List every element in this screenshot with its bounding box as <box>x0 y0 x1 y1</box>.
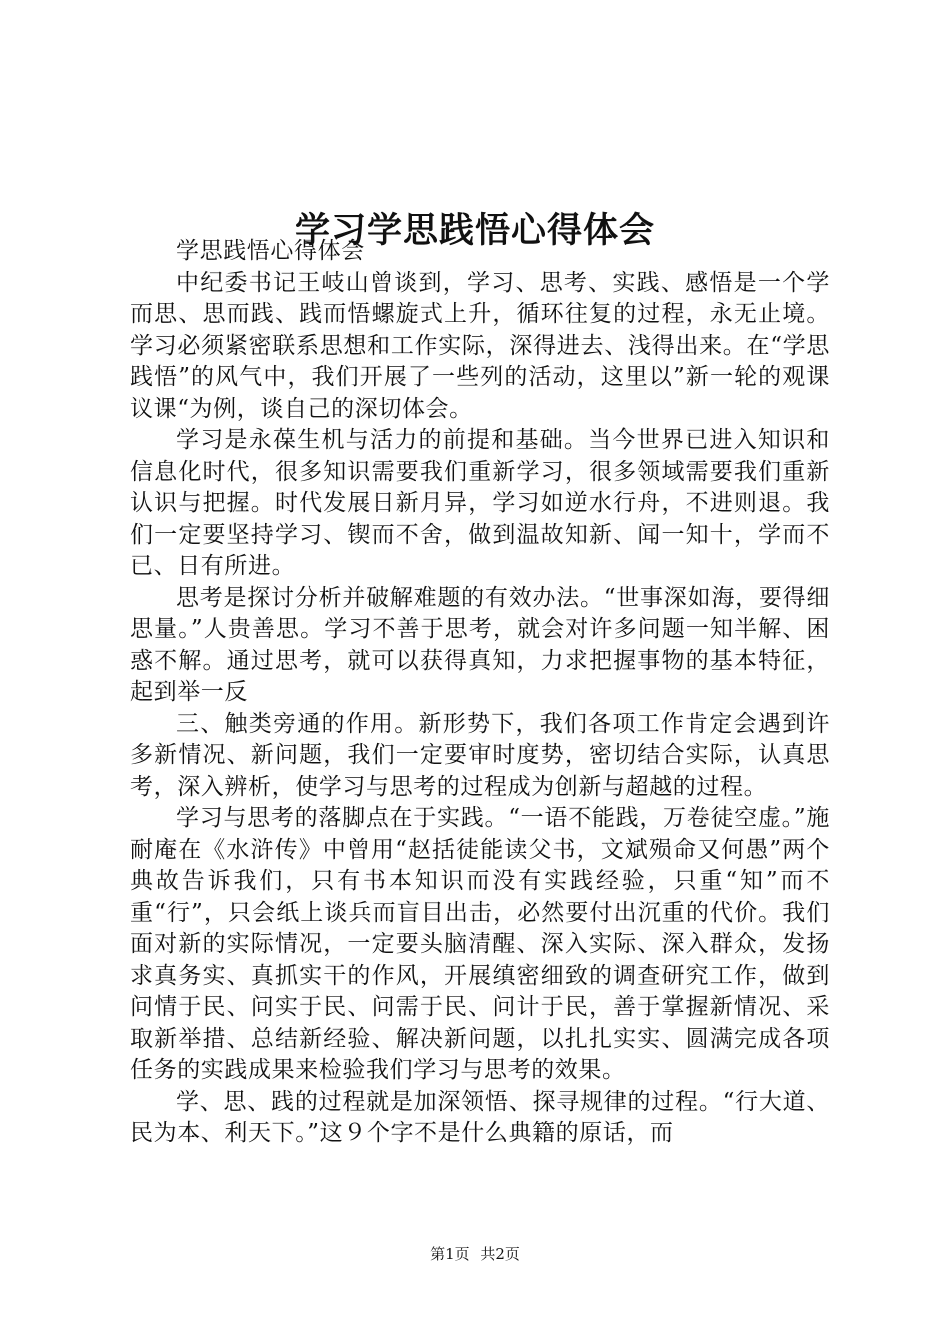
document-title: 学习学思践悟心得体会 <box>294 210 655 252</box>
paragraph: 学习与思考的落脚点在于实践。“一语不能践，万卷徒空虚。”施耐庵在《水浒传》中曾用“赵括徒能读父书，文斌殒命又何愚”两个典故告诉我们，只有书本知识而没有实践经验，只重“知”而不重“行”，只会纸上谈兵而盲目出击，必然要付出沉重的代价。我们面对新的实际情况，一定要头脑清醒、深入实际、深入群众，发扬求真务实、真抓实干的作风，开展缜密细致的调查研究工作，做到问情于民、问实于民、问需于民、问计于民，善于掌握新情况、采取新举措、总结新经验、解决新问题，以扎扎实实、圆满完成各项任务的实践成果来检验我们学习与思考的效果。 <box>130 805 830 1083</box>
paragraph: 中纪委书记王岐山曾谈到，学习、思考、实践、感悟是一个学而思、思而践、践而悟螺旋式上升，循环往复的过程，永无止境。学习必须紧密联系思想和工作实际，深得进去、浅得出来。在“学思践悟”的风气中，我们开展了一些列的活动，这里以”新一轮的观课议课“为例，谈自己的深切体会。 <box>130 269 830 422</box>
paragraph: 学、思、践的过程就是加深领悟、探寻规律的过程。“行大道、民为本、利天下。”这９个字不是什么典籍的原话，而 <box>130 1088 830 1146</box>
paragraph-subtitle: 学思践悟心得体会 <box>176 238 365 264</box>
page-number: 第1页 <box>430 1245 470 1263</box>
paragraph: 三、触类旁通的作用。新形势下，我们各项工作肯定会遇到许多新情况、新问题，我们一定要审时度势，密切结合实际，认真思考，深入辨析，使学习与思考的过程成为创新与超越的过程。 <box>130 710 830 800</box>
page-total: 共2页 <box>480 1245 520 1263</box>
paragraph: 学习是永葆生机与活力的前提和基础。当今世界已进入知识和信息化时代，很多知识需要我们重新学习，很多领域需要我们重新认识与把握。时代发展日新月异，学习如逆水行舟，不进则退。我们一定要坚持学习、锲而不舍，做到温故知新、闻一知十，学而不已、日有所进。 <box>130 427 830 579</box>
document-body <box>130 236 830 1150</box>
paragraph: 思考是探讨分析并破解难题的有效办法。“世事深如海，要得细思量。”人贵善思。学习不善于思考，就会对许多问题一知半解、困惑不解。通过思考，就可以获得真知，力求把握事物的基本特征，起到举一反 <box>130 584 830 705</box>
page-footer <box>0 1244 950 1264</box>
